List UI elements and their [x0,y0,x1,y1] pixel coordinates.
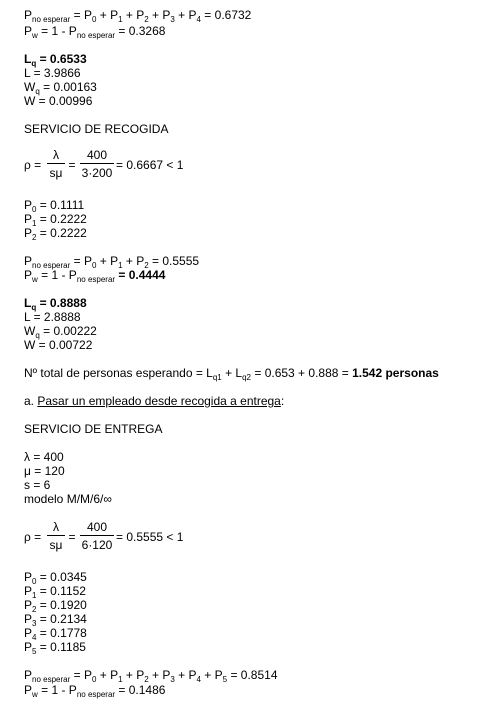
p-symbol: P [24,254,33,268]
rho-value: = 0.6667 < 1 [116,158,184,172]
pw-line [24,24,165,40]
p-symbol: P [24,612,33,626]
text: + P [96,668,119,682]
value: = 0.6732 [200,8,252,22]
subscript: 1 [32,219,37,228]
text: = 1 - P [37,268,77,282]
subscript: 3 [32,619,37,628]
value: = 0.6533 [36,52,87,66]
numerator: 400 [86,520,108,534]
value: 0.1185 [50,640,86,654]
p-symbol: P [24,268,33,282]
subscript: 0 [32,205,37,214]
text: = P [70,254,92,268]
pno-esperar-line [24,668,278,684]
subscript: 0 [91,261,97,270]
subscript: w [32,690,38,699]
case-a-heading [24,394,284,408]
fraction-bar [80,163,114,164]
subscript: w [32,31,38,40]
text: a. [24,394,38,408]
smu-denominator: sμ [49,538,63,552]
text: + P [200,668,223,682]
equals: = [36,640,51,654]
text: = 1 - P [37,24,77,38]
subscript: 0 [91,675,97,684]
w-symbol: W [24,80,36,94]
value: 0.2222 [50,226,87,240]
p-symbol: P [24,683,33,697]
value: 0.0345 [50,570,87,584]
text: = P [70,8,92,22]
p2-line [24,226,87,242]
text: = 1 - P [37,683,77,697]
fraction-bar [47,163,65,164]
rho-value: = 0.5555 < 1 [116,530,184,544]
smu-denominator: sμ [49,166,63,180]
text: + P [148,8,171,22]
w-line: W = 0.00722 [24,338,93,352]
equals: = [36,626,51,640]
subscript: 1 [118,261,123,270]
subscript: 4 [196,675,201,684]
rho-lhs: ρ = [24,158,42,172]
equals: = [36,598,51,612]
text: : [280,394,285,408]
subscript: 0 [91,15,97,24]
value: = 0.8888 [36,296,87,310]
text: = P [70,668,92,682]
subscript: no esperar [76,275,116,284]
pw-line [24,268,165,284]
text: + P [96,254,119,268]
subscript: 1 [118,15,123,24]
value: 0.1111 [50,198,85,212]
subscript: q [31,303,37,312]
p-symbol: P [24,198,33,212]
subscript: 2 [32,233,37,242]
l-line: L = 2.8888 [24,310,81,324]
subscript: q [31,59,37,68]
subscript: no esperar [32,15,71,24]
text: + P [148,668,171,682]
p-symbol: P [24,584,33,598]
subscript: 2 [32,605,37,614]
subscript: no esperar [76,690,116,699]
numerator: 400 [86,148,108,162]
subscript: 4 [196,15,201,24]
subscript: 2 [144,261,149,270]
subscript: 5 [32,647,37,656]
equals-sign: = [68,530,76,544]
subscript: 3 [170,15,175,24]
subscript: 2 [144,675,149,684]
value: = 0.3268 [115,24,166,38]
pw-line [24,683,165,699]
value: 0.1152 [50,584,86,598]
value: L = 3.9866 [24,66,81,80]
w-symbol: W [24,324,36,338]
lambda-line: λ = 400 [24,450,64,464]
p-symbol: P [24,570,33,584]
text: + P [122,8,145,22]
value: = 0.4444 [115,268,166,282]
subscript: w [32,275,38,284]
subscript: 4 [32,633,37,642]
value: = 0.1486 [115,683,166,697]
equals: = [36,212,51,226]
p5-line [24,640,86,656]
subscript: 5 [222,675,228,684]
total-waiting-line [24,366,439,382]
lambda-numerator: λ [53,148,59,162]
denominator: 3·200 [81,166,113,180]
value: = 0.8514 [227,668,278,682]
subscript: q2 [242,373,252,382]
p-symbol: P [24,640,33,654]
value: = 0.5555 [148,254,200,268]
pno-esperar-line [24,8,251,24]
value: = 0.00163 [39,80,97,94]
value: 0.1778 [50,626,87,640]
p-symbol: P [24,668,33,682]
underlined-text: Pasar un empleado desde recogida a entrega [37,394,281,408]
w-line [24,94,92,108]
value: W = 0.00996 [24,94,93,108]
subscript: 1 [118,675,123,684]
p-symbol: P [24,24,33,38]
subscript: 0 [32,577,37,586]
fraction-bar [47,535,65,536]
equals: = [36,198,51,212]
equals: = [36,570,51,584]
section-title-recogida: SERVICIO DE RECOGIDA [24,122,169,136]
text: + P [96,8,119,22]
value: = 0.00222 [39,324,97,338]
l-symbol: L [24,296,32,310]
equals: = [36,584,51,598]
text: + P [122,668,145,682]
value: 0.1920 [50,598,87,612]
subscript: no esperar [32,675,71,684]
text: + P [174,668,197,682]
subscript: q [35,87,40,96]
fraction-bar [80,535,114,536]
text: + P [122,254,145,268]
subscript: no esperar [76,31,116,40]
l-line [24,66,81,80]
p-symbol: P [24,598,33,612]
lambda-numerator: λ [53,520,59,534]
p-symbol: P [24,226,33,240]
subscript: q [35,331,40,340]
value: 0.2222 [50,212,87,226]
p-symbol: P [24,8,33,22]
section-title-entrega: SERVICIO DE ENTREGA [24,422,163,436]
text: + L [221,366,243,380]
subscript: q1 [212,373,222,382]
p-symbol: P [24,626,33,640]
total-result: 1.542 personas [352,366,439,380]
subscript: 3 [170,675,175,684]
subscript: 2 [144,15,149,24]
subscript: 1 [32,591,37,600]
text: + P [174,8,197,22]
equals: = [36,612,51,626]
text: Nº total de personas esperando = L [24,366,213,380]
equals: = [36,226,51,240]
p-symbol: P [24,212,33,226]
mu-line: μ = 120 [24,464,65,478]
subscript: no esperar [32,261,71,270]
text: = 0.653 + 0.888 = [251,366,353,380]
s-line: s = 6 [24,478,51,492]
denominator: 6·120 [81,538,113,552]
model-line: modelo M/M/6/∞ [24,492,112,506]
equals-sign: = [68,158,76,172]
value: 0.2134 [50,612,87,626]
l-symbol: L [24,52,32,66]
rho-lhs: ρ = [24,530,42,544]
